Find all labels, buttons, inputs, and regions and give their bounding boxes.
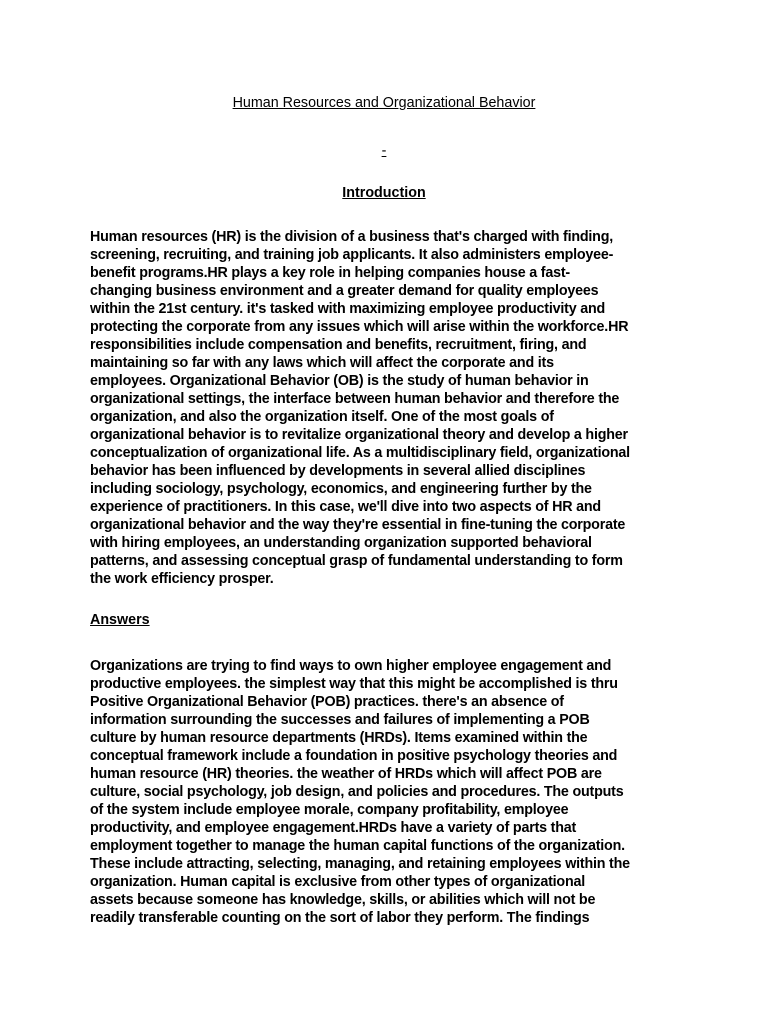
text-line: organization, and also the organization itself. One of the most goals of bbox=[90, 409, 554, 425]
text-line: These include attracting, selecting, managing, and retaining employees within the bbox=[90, 856, 630, 872]
text-line: experience of practitioners. In this case, we'll dive into two aspects of HR and bbox=[90, 499, 601, 515]
dash-mark: - bbox=[381, 143, 387, 159]
text-line: changing business environment and a greater demand for quality employees bbox=[90, 283, 599, 299]
document-title: Human Resources and Organizational Behavior bbox=[232, 95, 536, 111]
text-line: productive employees. the simplest way that this might be accomplished is thru bbox=[90, 676, 618, 692]
text-line: conceptual framework include a foundation in positive psychology theories and bbox=[90, 748, 618, 764]
text-line: assets because someone has knowledge, skills, or abilities which will not be bbox=[90, 892, 596, 908]
answers-paragraph bbox=[90, 657, 690, 927]
text-line: information surrounding the successes and failures of implementing a POB bbox=[90, 712, 590, 728]
text-line: culture, social psychology, job design, and policies and procedures. The outputs bbox=[90, 784, 624, 800]
text-line: conceptualization of organizational life. As a multidisciplinary field, organizational bbox=[90, 445, 630, 461]
text-line: screening, recruiting, and training job applicants. It also administers employee- bbox=[90, 247, 614, 263]
text-line: organizational behavior and the way they're essential in fine-tuning the corporate bbox=[90, 517, 626, 533]
text-line: with hiring employees, an understanding organization supported behavioral bbox=[90, 535, 592, 551]
answers-heading: Answers bbox=[90, 612, 150, 628]
text-line: responsibilities include compensation and benefits, recruitment, firing, and bbox=[90, 337, 587, 353]
text-line: organizational settings, the interface between human behavior and therefore the bbox=[90, 391, 620, 407]
text-line: culture by human resource departments (HRDs). Items examined within the bbox=[90, 730, 588, 746]
text-line: of the system include employee morale, company profitability, employee bbox=[90, 802, 569, 818]
introduction-heading: Introduction bbox=[342, 185, 426, 201]
text-line: the work efficiency prosper. bbox=[90, 571, 274, 587]
text-line: readily transferable counting on the sort of labor they perform. The findings bbox=[90, 910, 590, 926]
text-line: protecting the corporate from any issues which will arise within the workforce.HR bbox=[90, 319, 629, 335]
text-line: Organizations are trying to find ways to own higher employee engagement and bbox=[90, 658, 612, 674]
text-line: including sociology, psychology, economics, and engineering further by the bbox=[90, 481, 592, 497]
text-line: behavior has been influenced by developments in several allied disciplines bbox=[90, 463, 586, 479]
text-line: maintaining so far with any laws which will affect the corporate and its bbox=[90, 355, 554, 371]
text-line: patterns, and assessing conceptual grasp of fundamental understanding to form bbox=[90, 553, 623, 569]
text-line: within the 21st century. it's tasked with maximizing employee productivity and bbox=[90, 301, 606, 317]
text-line: employment together to manage the human capital functions of the organization. bbox=[90, 838, 625, 854]
text-line: organization. Human capital is exclusive from other types of organizational bbox=[90, 874, 586, 890]
text-line: employees. Organizational Behavior (OB) is the study of human behavior in bbox=[90, 373, 589, 389]
text-line: productivity, and employee engagement.HRDs have a variety of parts that bbox=[90, 820, 577, 836]
text-line: Human resources (HR) is the division of a business that's charged with finding, bbox=[90, 229, 614, 245]
text-line: organizational behavior is to revitalize organizational theory and develop a higher bbox=[90, 427, 628, 443]
text-line: Positive Organizational Behavior (POB) practices. there's an absence of bbox=[90, 694, 564, 710]
text-line: benefit programs.HR plays a key role in helping companies house a fast- bbox=[90, 265, 570, 281]
introduction-paragraph bbox=[90, 228, 690, 588]
text-line: human resource (HR) theories. the weather of HRDs which will affect POB are bbox=[90, 766, 602, 782]
